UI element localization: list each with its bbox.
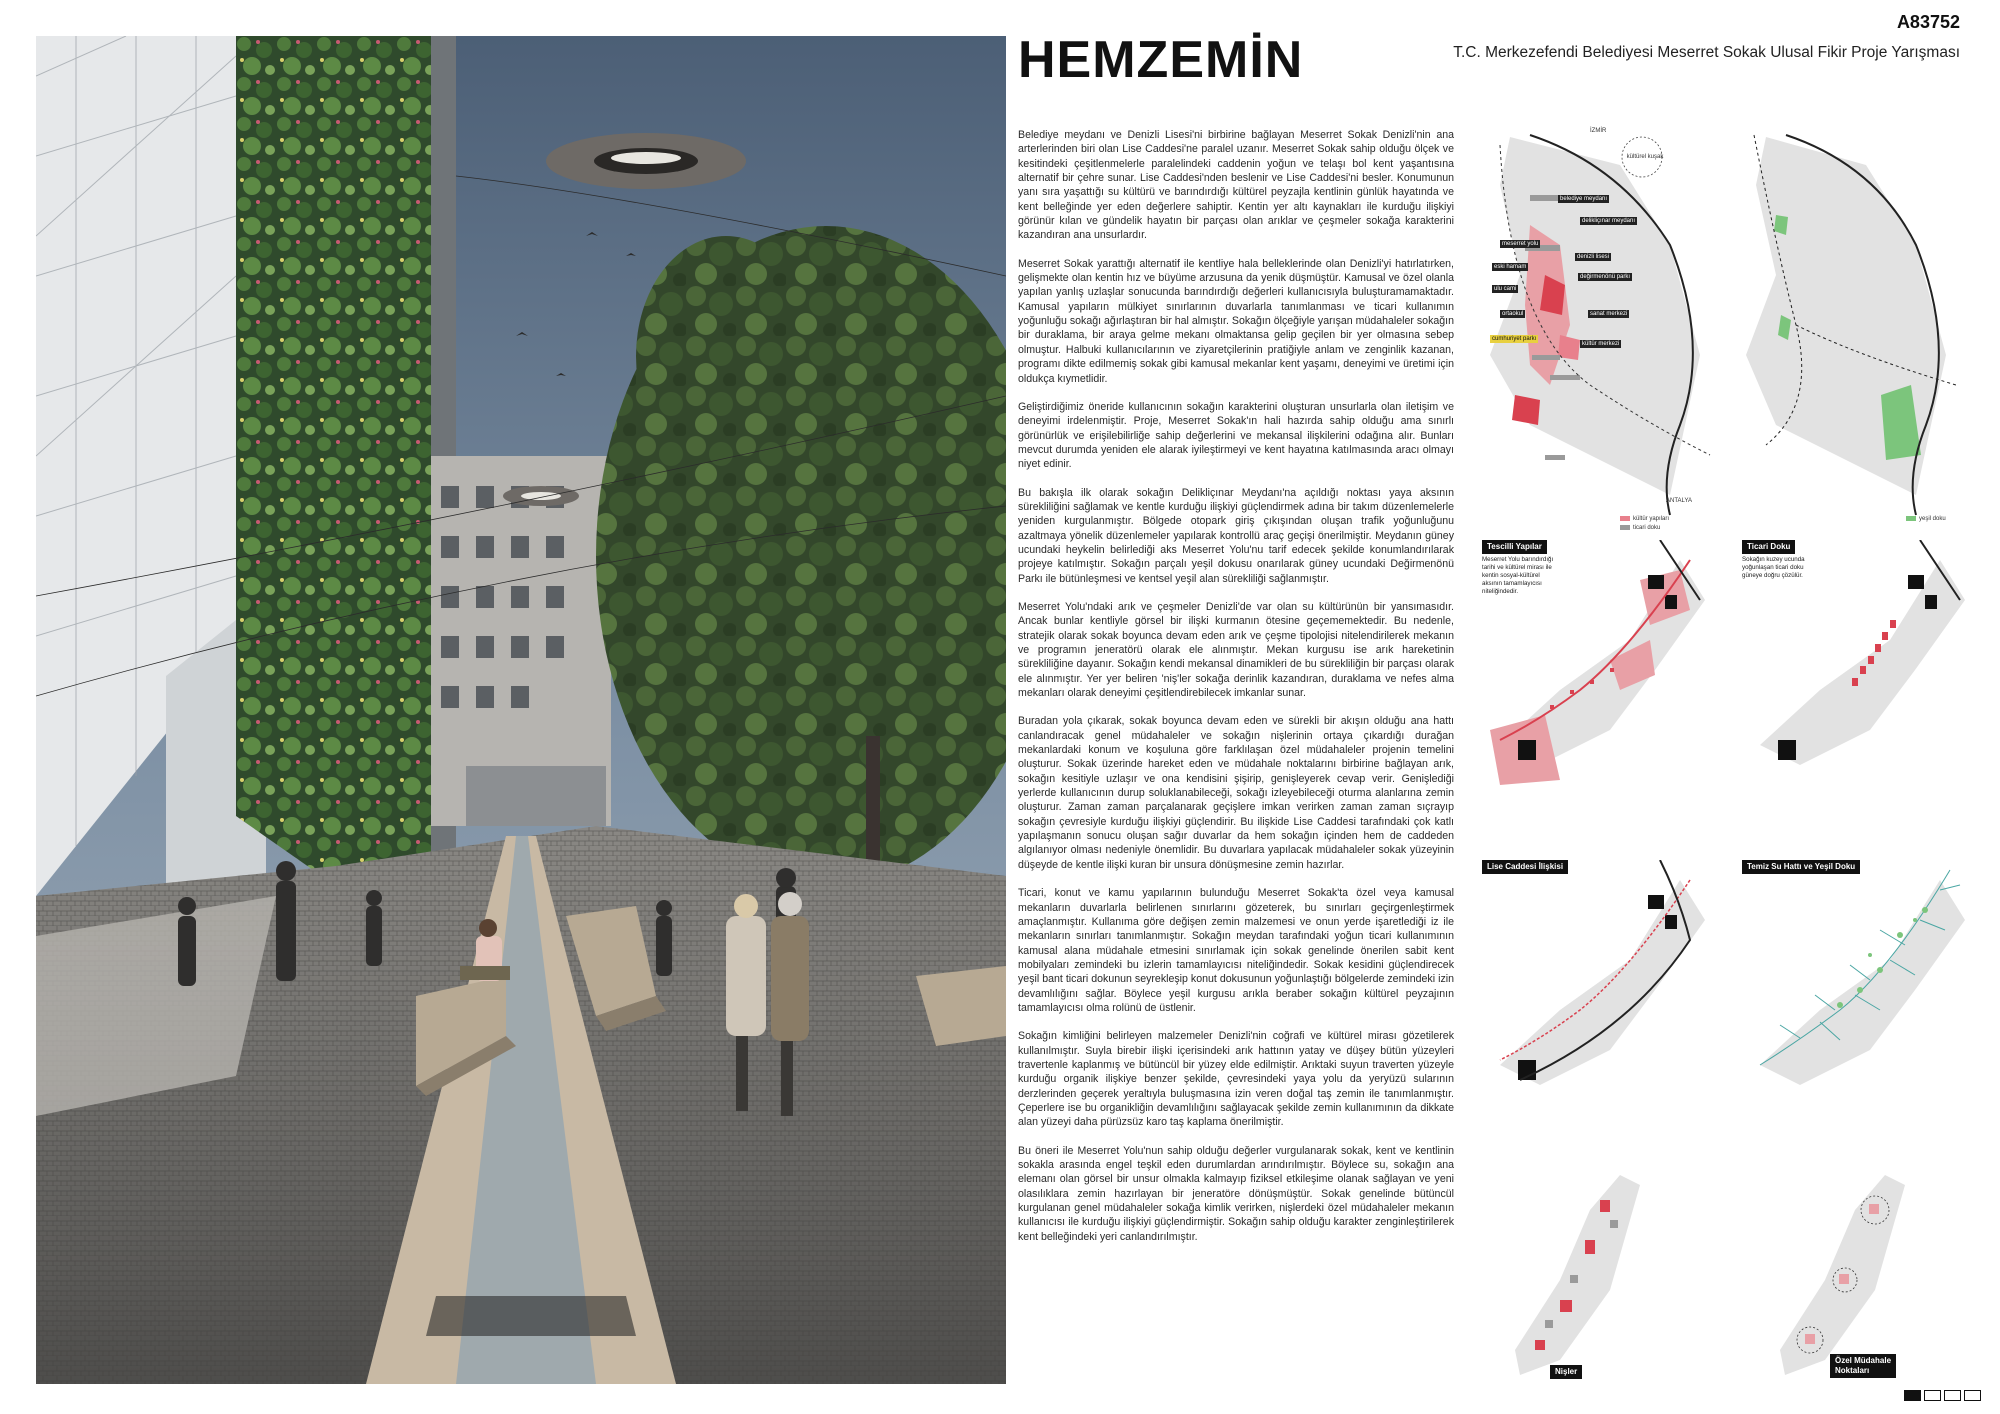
place-label: denizli lisesi (1577, 254, 1610, 260)
place-label: belediye meydanı (1560, 196, 1608, 202)
project-title: HEMZEMİN (1018, 31, 1304, 89)
place-label: cumhuriyet parkı (1492, 336, 1537, 342)
paragraph: Bu bakışla ilk olarak sokağın Delikliçınar Meydanı'na açıldığı noktası yaya aksının sürekliliğini sağlamak ve kentle kurduğu ilişkiyi güçlendirmek adına bir takım düzenlemelerle yeniden kurgulanmıştır. Bölgede otopark giriş çıkışından oluşan trafik yoğunluğunu azaltmaya yönelik düzenlemeler yapılarak kontrollü araç geçişi önerilmiştir. Meydanın güney ucundaki heykelin belirlediği aks Meserret Yolu'nu tarif edecek şekilde konumlandırılarak projeye katılmıştır. Sokağın parçalı yeşil dokusu onarılarak güney ucundaki Değirmenönü Parkı ile bütünleşmesi ve kentsel yeşil alan sürekliliği sağlanmıştır. (1018, 486, 1454, 585)
sheet-1-marker (1904, 1390, 1921, 1401)
north-label: İZMİR (1590, 128, 1607, 134)
panel-tag: Temiz Su Hattı ve Yeşil Doku (1742, 860, 1860, 874)
paragraph: Geliştirdiğimiz öneride kullanıcının sokağın karakterini oluşturan unsurlarla olan iletişim ve deneyimi irdelenmiştir. Proje, Meserret Sokak'ın hali hazırda sahip olduğu ama sınırlı görünürlük ve erişilebilirliğe sahip değerlerini ve mekansal ilişkilerini odağına alır. Bunları mevcut durumda yeniden ele alarak iyileştirmeyi ve kent hayatına katılmasında aracı olmayı niyet edinir. (1018, 400, 1454, 471)
place-label: ortaokul (1502, 311, 1524, 317)
panel-tag: Özel Müdahale Noktaları (1830, 1354, 1896, 1378)
legend-commercial: ticari doku (1620, 524, 1660, 532)
map-cultural (1470, 125, 1720, 531)
paragraph: Meserret Sokak yarattığı alternatif ile kentliye hala belleklerinde olan Denizli'yi hatırlatırken, gelişmekte olan kentin hız ve büyüme arzusuna da yenik düşmüştür. Kamusal ve özel olanla yapılan yanlış uzlaşlar sonucunda barındırdığı değerleri kullanıcısıyla buluşturamamaktadır. Kamusal yapıların mülkiyet sınırlarının duvarlarla tanımlanması ve ticari kullanımın yoğunluğu sokağı ağırlaştıran bir hal almıştır. Sokağın ölçeğiyle yarışan müdahaleler sokağın bir duraklama, bir araya gelme mekanı olmaktansa gelip geçilen bir yer olmasına sebep olmuştur. Halbuki kullanıcılarının ve ziyaretçilerinin pratiğiyle anlam ve zenginlik kazanan, programı dikte edilmemiş sokak gibi kamusal mekanlar kent yaşamı, deneyimi ve üretimi için oldukça kıymetlidir. (1018, 257, 1454, 385)
panel-registered-buildings (1480, 540, 1710, 790)
panel-niches (1500, 1170, 1660, 1380)
circle-label: kültürel kuşak (1626, 154, 1664, 160)
legend-culture: kültür yapıları (1620, 515, 1669, 523)
sheet-2-marker (1924, 1390, 1941, 1401)
paragraph: Sokağın kimliğini belirleyen malzemeler Denizli'nin coğrafi ve kültürel mirası gözetilerek kullanılmıştır. Suyla birebir ilişki içerisindeki arık hattının yatay ve düşey bütün yüzeyleri travertenle kaplanmış ve bütüncül bir yüzey elde edilmiştir. Arıktaki suyun traverten yüzeyle kurduğu organik ilişkiye benzer şekilde, çevresindeki yaya yolu da yeryüzü sularının derzlerinden geçerek yeraltıyla buluşmasına izin veren doğal taş zemin ile tanımlanmıştır. Çeperlere ise bu organikliğin devamlılığını sağlayacak şekilde zemin kullanımının da dikkate alan yüzeyi daha pürüzsüz karo taş kaplama önerilmiştir. (1018, 1030, 1454, 1129)
panel-commercial-fabric (1740, 540, 1970, 790)
place-label: eski hamam (1494, 264, 1527, 270)
panel-tag: Nişler (1550, 1365, 1582, 1379)
south-label: ANTALYA (1666, 498, 1693, 504)
paragraph: Buradan yola çıkarak, sokak boyunca devam eden ve sürekli bir akışın olduğu ana hattı canlandıracak genel müdahaleler ve sokağın nişlerinin ortaya çıkardığı durağan mekanlardaki konum ve koşuluna göre farklılaşan özel müdahaleler projenin temelini oluşturur. Sokak üzerinde hareket eden ve müdahale noktalarını birbirine bağlayan arık, sokağın kesitiyle uzlaşır ve ona kendisini şişirip, genişleyerek cevap verir. Genişlediği yerlerde kullanıcının durup soluklanabileceği, sokağı izleyebileceği oturma alanlarına zemin oluşturur. Zaman zaman parçalanarak geçişlere imkan verirken zaman zaman sıçrayıp sokağın çevresiyle kurduğu ilişkiyi güçlendirir. Bu ilişkide Lise Caddesi tarafındaki çok katlı yapılaşmanın sonucu oluşan sağır duvarlar da hem sokağın içinden hem de caddeden algılanıyor olması nedeniyle önemlidir. Bu duvarlara yapılacak müdahaleler sokak yüzeyinin düşeyde de kentle ilişki kuran bir unsura dönüşmesine zemin hazırlar. (1018, 715, 1454, 871)
place-label: ulu cami (1494, 286, 1517, 292)
paragraph: Belediye meydanı ve Denizli Lisesi'ni birbirine bağlayan Meserret Sokak Denizli'nin ana arterlerinden biri olan Lise Caddesi'ne paralel uzanır. Meserret Sokak sahip olduğu ölçek ve kesitindeki çeşitlenmelerle paralelindeki caddenin yoğun ve telaşı bol kent yaşantısına alternatif bir çehre sunar. Lise Caddesi'nden beslenir ve Lise Caddesi'ni besler. Konumunun yanı sıra yaşattığı su kültürü ve barındırdığı kültürel peyzajla kentlinin günlük hayatında ve kent belleğinde yer eden değerlere sahiptir. Kentin yer altı kaynakları ile kurduğu ilişkiyi görünür kılan ve gündelik hayatın bir parçası olan arıklar ve çeşmeler sokağa karakterini kazandıran ana unsurlardır. (1018, 129, 1454, 242)
place-label: sanat merkezi (1590, 311, 1628, 317)
place-label: değirmenönü parkı (1580, 274, 1631, 280)
place-label: kültür merkezi (1582, 341, 1620, 347)
panel-clean-water-green (1740, 860, 1970, 1110)
panel-note: Meserret Yolu barındırdığı tarihi ve kültürel mirası ile kentin sosyal-kültürel aksının tamamlayıcısı niteliğindedir. (1482, 556, 1554, 595)
panel-tag: Ticari Doku (1742, 540, 1795, 554)
place-label: delikliçınar meydanı (1582, 218, 1636, 224)
panel-tag: Tescilli Yapılar (1482, 540, 1547, 554)
paragraph: Ticari, konut ve kamu yapılarının bulunduğu Meserret Sokak'ta özel veya kamusal mekanların duvarlarla belirlenen sınırlarını gözeterek, bu sınırları geçirgenleştirmek amaçlanmıştır. Kullanıma göre değişen zemin malzemesi ve onun yerde işaretlediği iz ile mekanların sınırları tanımlanmıştır. Sokağın meydan tarafındaki yoğun ticari kullanımının kamusal alana müdahale etmesini sınırlamak için sokak genelinde önerilen sabit kent mobilyaları zemindeki bu izlerin tamamlayıcısı niteliğindedir. Sokak kesidini güçlendirecek yeşil bant ticari dokunun seyrekleşip konut dokusunun yoğunlaştığı bölgelerde zemindeki izin devamlılığını sağlar. Böylece yeşil kurgusu arıkla beraber sokağın kültürel peyzajının tamamlayıcısı olma rolünü de üstlenir. (1018, 887, 1454, 1014)
place-label: meserret yolu (1502, 241, 1539, 247)
sheet-indicator (1904, 1390, 1981, 1401)
map-green (1736, 125, 1966, 525)
sheet-3-marker (1944, 1390, 1961, 1401)
panel-lise-street-relation (1480, 860, 1710, 1110)
sheet-4-marker (1964, 1390, 1981, 1401)
panel-special-interventions (1765, 1170, 1935, 1390)
legend-green: yeşil doku (1906, 515, 1946, 523)
paragraph: Meserret Yolu'ndaki arık ve çeşmeler Denizli'de var olan su kültürünün bir yansımasıdır. Ancak bunlar kentliyle görsel bir ilişki kurmanın ötesine geçememektedir. Bu nedenle, stratejik olarak sokak boyunca devam eden arık ve çeşme tipolojisi nitelendirilerek mekanın ve programın jeneratörü olarak ele alınmıştır. Mekan kurgusu ise arık hareketinin sürekliliğine dayanır. Sokağın kendi mekansal dinamikleri de bu sürekliliğin bir parçası olarak ele alınmıştır. Yer yer beliren 'niş'ler sokağa derinlik kazandıran, duraklama ve nefes alma mekanları olarak deneyimi çeşitlendirebilecek imkanlar sunar. (1018, 600, 1454, 700)
entry-code: A83752 (1896, 12, 1960, 32)
panel-note: Sokağın kuzey ucunda yoğunlaşan ticari doku güneye doğru çözülür. (1742, 556, 1805, 579)
description-text (1018, 128, 1454, 1388)
panel-tag: Lise Caddesi İlişkisi (1482, 860, 1568, 874)
competition-subtitle: T.C. Merkezefendi Belediyesi Meserret Sokak Ulusal Fikir Proje Yarışması (1453, 44, 1960, 61)
perspective-render (36, 36, 1006, 1384)
paragraph: Bu öneri ile Meserret Yolu'nun sahip olduğu değerler vurgulanarak sokak, kent ve kentlinin sokakla arasında engel teşkil eden durumlardan arındırılmıştır. Böylece su, sokağın ana elemanı olan görsel bir unsur olmakla kalmayıp fiziksel etkileşime olanak sağlayan ve yeni olasılıklara zemin hazırlayan bir jeneratöre dönüşmüştür. Sokak genelinde bütüncül kurgulanan genel müdahaleler sokağa kimlik verirken, nişlerdeki özel müdahaleler mekanın kullanıcısı ile kurduğu ilişkiyi güçlendirmiştir. Sokağın sahip olduğu karakter zenginleştirilerek kent belleğindeki yeri canlandırılmıştır. (1018, 1144, 1454, 1243)
